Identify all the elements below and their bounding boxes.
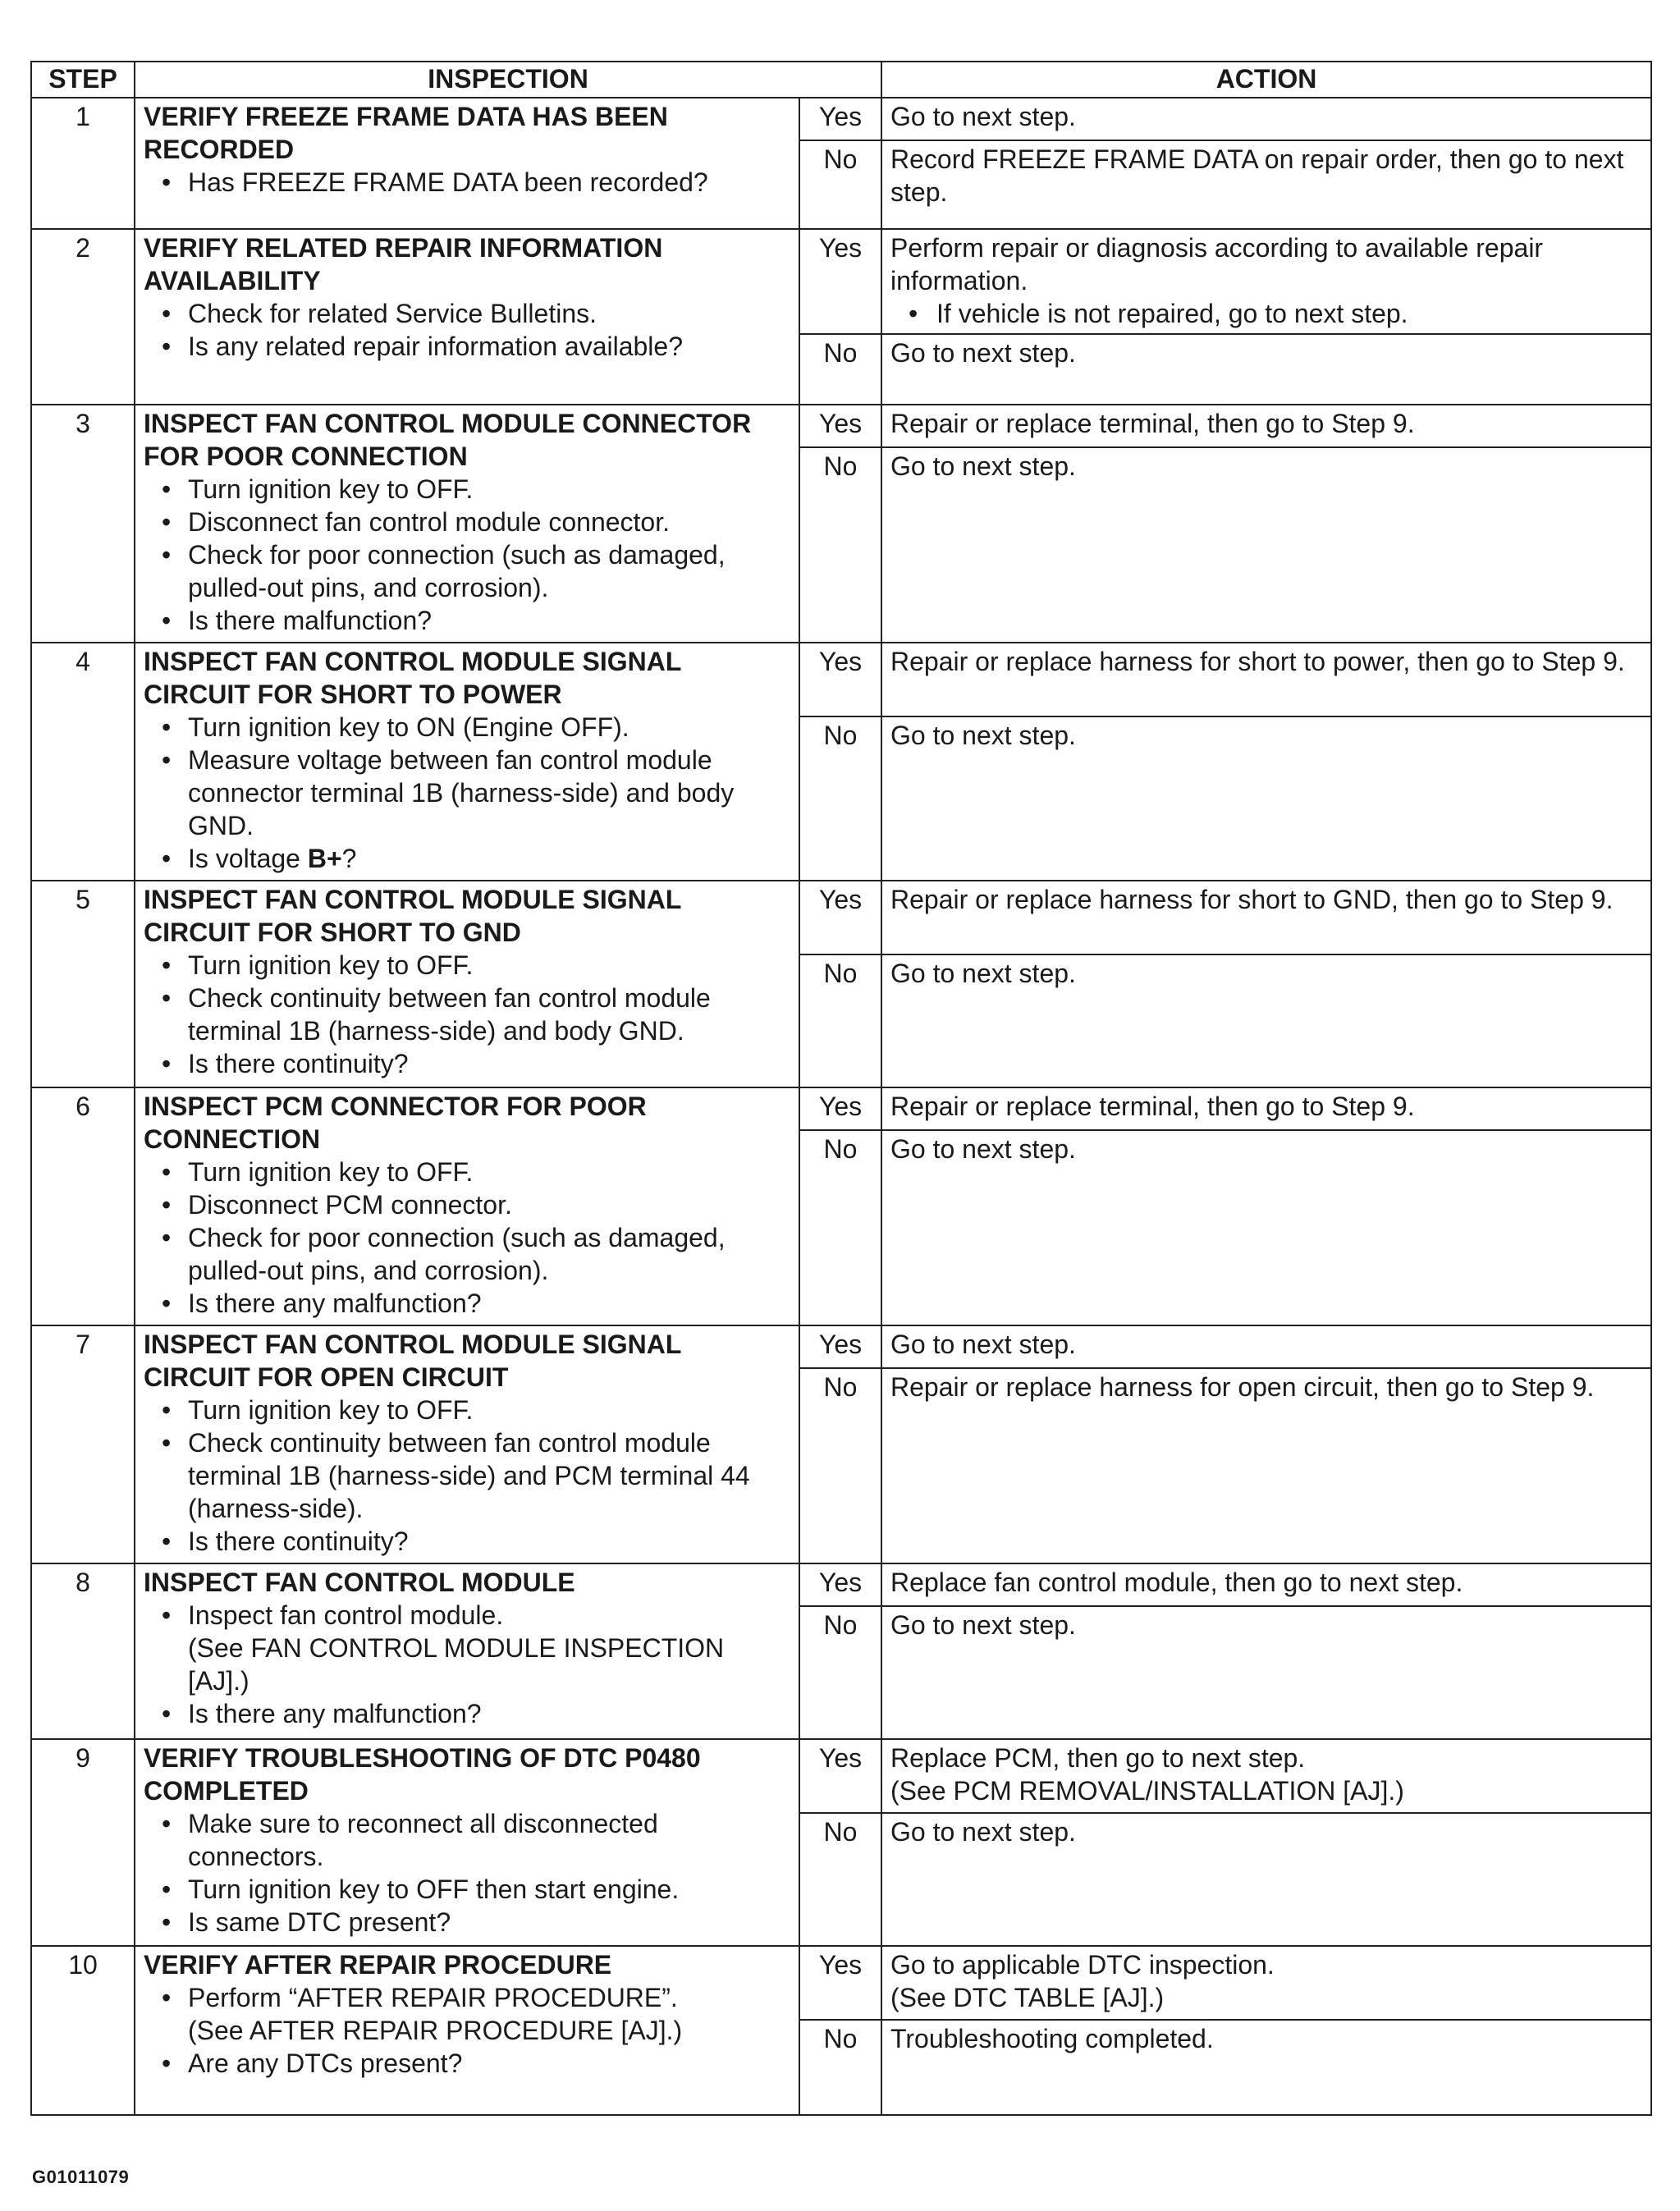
header-inspection: INSPECTION bbox=[135, 62, 881, 98]
step-4-yes-row bbox=[31, 643, 1651, 716]
yes-action: Repair or replace harness for short to GND, then go to Step 9. bbox=[881, 881, 1651, 954]
yes-action-reference: (See PCM REMOVAL/INSTALLATION [AJ].) bbox=[890, 1776, 1404, 1806]
no-label: No bbox=[799, 1813, 881, 1946]
step-number: 5 bbox=[31, 881, 135, 1087]
no-label: No bbox=[799, 1606, 881, 1739]
step-number: 2 bbox=[31, 229, 135, 405]
inspection-bullet: • Disconnect PCM connector. bbox=[144, 1188, 790, 1221]
step-number: 1 bbox=[31, 98, 135, 229]
table-header-row bbox=[31, 62, 1651, 98]
bullet-text-bold: B+ bbox=[307, 844, 342, 873]
yes-action: Repair or replace harness for short to power, then go to Step 9. bbox=[881, 643, 1651, 716]
inspection-title: VERIFY TROUBLESHOOTING OF DTC P0480 COMPLETED bbox=[144, 1743, 701, 1806]
inspection-bullets bbox=[144, 166, 790, 199]
step-7-inspection bbox=[135, 1325, 799, 1563]
inspection-bullet bbox=[144, 842, 790, 875]
inspection-title: INSPECT FAN CONTROL MODULE SIGNAL CIRCUIT FOR SHORT TO POWER bbox=[144, 647, 681, 709]
no-label: No bbox=[799, 140, 881, 229]
no-label: No bbox=[799, 1130, 881, 1325]
inspection-title: INSPECT PCM CONNECTOR FOR POOR CONNECTION bbox=[144, 1092, 647, 1154]
inspection-bullet: • Check continuity between fan control module terminal 1B (harness-side) and PCM terminal 44 (harness-side). bbox=[144, 1426, 790, 1525]
inspection-bullets bbox=[144, 1394, 790, 1558]
yes-label: Yes bbox=[799, 881, 881, 954]
inspection-bullets bbox=[144, 949, 790, 1080]
step-5-yes-row bbox=[31, 881, 1651, 954]
step-9-yes-row bbox=[31, 1739, 1651, 1813]
inspection-bullets bbox=[144, 711, 790, 875]
action-bullets bbox=[890, 297, 1642, 330]
step-1-inspection bbox=[135, 98, 799, 229]
no-action: Go to next step. bbox=[881, 954, 1651, 1087]
no-action: Go to next step. bbox=[881, 1606, 1651, 1739]
header-action: ACTION bbox=[881, 62, 1651, 98]
no-label: No bbox=[799, 716, 881, 881]
inspection-bullet: • Are any DTCs present? bbox=[144, 2047, 790, 2080]
step-4-inspection bbox=[135, 643, 799, 881]
yes-action bbox=[881, 229, 1651, 334]
inspection-bullet: • Is any related repair information available? bbox=[144, 330, 790, 363]
yes-action: Replace fan control module, then go to next step. bbox=[881, 1563, 1651, 1606]
yes-label: Yes bbox=[799, 1563, 881, 1606]
inspection-bullet bbox=[144, 1981, 790, 2047]
yes-action-reference: (See DTC TABLE [AJ].) bbox=[890, 1983, 1165, 2012]
bullet-text-suffix: ? bbox=[341, 844, 357, 873]
step-2-inspection bbox=[135, 229, 799, 405]
inspection-title: INSPECT FAN CONTROL MODULE SIGNAL CIRCUIT FOR OPEN CIRCUIT bbox=[144, 1330, 681, 1392]
inspection-title: INSPECT FAN CONTROL MODULE SIGNAL CIRCUIT FOR SHORT TO GND bbox=[144, 885, 681, 947]
no-label: No bbox=[799, 2020, 881, 2115]
inspection-bullet: • Check for related Service Bulletins. bbox=[144, 297, 790, 330]
yes-action-text: Perform repair or diagnosis according to available repair information. bbox=[890, 233, 1544, 295]
step-10-yes-row bbox=[31, 1946, 1651, 2020]
inspection-title: VERIFY RELATED REPAIR INFORMATION AVAILABILITY bbox=[144, 233, 663, 295]
yes-action-text: Replace PCM, then go to next step. bbox=[890, 1743, 1306, 1773]
inspection-bullet: • Is there any malfunction? bbox=[144, 1287, 790, 1320]
step-6-yes-row bbox=[31, 1087, 1651, 1130]
step-2-yes-row bbox=[31, 229, 1651, 334]
yes-action: Go to next step. bbox=[881, 1325, 1651, 1368]
inspection-bullet: • Measure voltage between fan control module connector terminal 1B (harness-side) and body GND. bbox=[144, 744, 790, 842]
yes-label: Yes bbox=[799, 1739, 881, 1813]
yes-label: Yes bbox=[799, 1946, 881, 2020]
inspection-title: INSPECT FAN CONTROL MODULE CONNECTOR FOR POOR CONNECTION bbox=[144, 409, 752, 471]
yes-label: Yes bbox=[799, 98, 881, 140]
yes-label: Yes bbox=[799, 1087, 881, 1130]
inspection-title: VERIFY AFTER REPAIR PROCEDURE bbox=[144, 1950, 612, 1980]
step-number: 3 bbox=[31, 405, 135, 643]
no-action: Go to next step. bbox=[881, 716, 1651, 881]
yes-label: Yes bbox=[799, 643, 881, 716]
inspection-title: VERIFY FREEZE FRAME DATA HAS BEEN RECORDED bbox=[144, 102, 668, 164]
diagnostic-procedure-table bbox=[30, 61, 1652, 2116]
inspection-bullet: • Turn ignition key to OFF then start engine. bbox=[144, 1873, 790, 1906]
header-step: STEP bbox=[31, 62, 135, 98]
figure-identifier: G01011079 bbox=[32, 2167, 130, 2187]
step-8-yes-row bbox=[31, 1563, 1651, 1606]
step-3-yes-row bbox=[31, 405, 1651, 447]
step-number: 6 bbox=[31, 1087, 135, 1325]
step-7-yes-row bbox=[31, 1325, 1651, 1368]
yes-action bbox=[881, 1946, 1651, 2020]
step-number: 4 bbox=[31, 643, 135, 881]
yes-action-text: Go to applicable DTC inspection. bbox=[890, 1950, 1275, 1980]
inspection-bullet: • Make sure to reconnect all disconnected connectors. bbox=[144, 1807, 790, 1873]
action-bullet: • If vehicle is not repaired, go to next step. bbox=[890, 297, 1642, 330]
inspection-bullet: • Check for poor connection (such as damaged, pulled-out pins, and corrosion). bbox=[144, 1221, 790, 1287]
bullet-continuation: (See FAN CONTROL MODULE INSPECTION [AJ].) bbox=[188, 1633, 725, 1696]
step-number: 7 bbox=[31, 1325, 135, 1563]
inspection-bullet: • Check for poor connection (such as damaged, pulled-out pins, and corrosion). bbox=[144, 538, 790, 604]
no-action: Go to next step. bbox=[881, 1130, 1651, 1325]
inspection-bullets bbox=[144, 473, 790, 637]
inspection-bullet: • Turn ignition key to OFF. bbox=[144, 1394, 790, 1426]
yes-action: Go to next step. bbox=[881, 98, 1651, 140]
inspection-bullet bbox=[144, 1599, 790, 1697]
bullet-text: Inspect fan control module. bbox=[188, 1600, 504, 1630]
no-action: Go to next step. bbox=[881, 1813, 1651, 1946]
inspection-bullet: • Disconnect fan control module connector. bbox=[144, 506, 790, 538]
inspection-bullet: • Turn ignition key to OFF. bbox=[144, 473, 790, 506]
step-number: 8 bbox=[31, 1563, 135, 1739]
no-label: No bbox=[799, 447, 881, 643]
yes-action: Repair or replace terminal, then go to Step 9. bbox=[881, 1087, 1651, 1130]
step-number: 10 bbox=[31, 1946, 135, 2115]
inspection-bullets bbox=[144, 1156, 790, 1320]
step-1-yes-row bbox=[31, 98, 1651, 140]
no-action: Repair or replace harness for open circuit, then go to Step 9. bbox=[881, 1368, 1651, 1563]
inspection-bullet: • Is there any malfunction? bbox=[144, 1697, 790, 1730]
no-label: No bbox=[799, 1368, 881, 1563]
step-3-inspection bbox=[135, 405, 799, 643]
inspection-bullet: • Is there continuity? bbox=[144, 1047, 790, 1080]
bullet-text: Perform “AFTER REPAIR PROCEDURE”. bbox=[188, 1983, 678, 2012]
inspection-title: INSPECT FAN CONTROL MODULE bbox=[144, 1568, 575, 1597]
inspection-bullet: • Is same DTC present? bbox=[144, 1906, 790, 1939]
no-action: Troubleshooting completed. bbox=[881, 2020, 1651, 2115]
inspection-bullet: • Turn ignition key to OFF. bbox=[144, 1156, 790, 1188]
yes-label: Yes bbox=[799, 405, 881, 447]
step-5-inspection bbox=[135, 881, 799, 1087]
no-action: Go to next step. bbox=[881, 447, 1651, 643]
no-label: No bbox=[799, 334, 881, 405]
yes-action: Repair or replace terminal, then go to Step 9. bbox=[881, 405, 1651, 447]
inspection-bullet: • Is there continuity? bbox=[144, 1525, 790, 1558]
no-label: No bbox=[799, 954, 881, 1087]
bullet-continuation: (See AFTER REPAIR PROCEDURE [AJ].) bbox=[188, 2016, 683, 2045]
step-10-inspection bbox=[135, 1946, 799, 2115]
step-6-inspection bbox=[135, 1087, 799, 1325]
inspection-bullet: • Turn ignition key to OFF. bbox=[144, 949, 790, 982]
step-number: 9 bbox=[31, 1739, 135, 1946]
step-8-inspection bbox=[135, 1563, 799, 1739]
inspection-bullet: • Check continuity between fan control module terminal 1B (harness-side) and body GND. bbox=[144, 982, 790, 1047]
step-9-inspection bbox=[135, 1739, 799, 1946]
no-action: Go to next step. bbox=[881, 334, 1651, 405]
inspection-bullets bbox=[144, 297, 790, 363]
inspection-bullets bbox=[144, 1807, 790, 1939]
yes-label: Yes bbox=[799, 229, 881, 334]
yes-action bbox=[881, 1739, 1651, 1813]
inspection-bullet: • Turn ignition key to ON (Engine OFF). bbox=[144, 711, 790, 744]
inspection-bullets bbox=[144, 1981, 790, 2080]
inspection-bullet: • Has FREEZE FRAME DATA been recorded? bbox=[144, 166, 790, 199]
yes-label: Yes bbox=[799, 1325, 881, 1368]
inspection-bullet: • Is there malfunction? bbox=[144, 604, 790, 637]
bullet-text-prefix: Is voltage bbox=[188, 844, 308, 873]
inspection-bullets bbox=[144, 1599, 790, 1730]
no-action: Record FREEZE FRAME DATA on repair order, then go to next step. bbox=[881, 140, 1651, 229]
